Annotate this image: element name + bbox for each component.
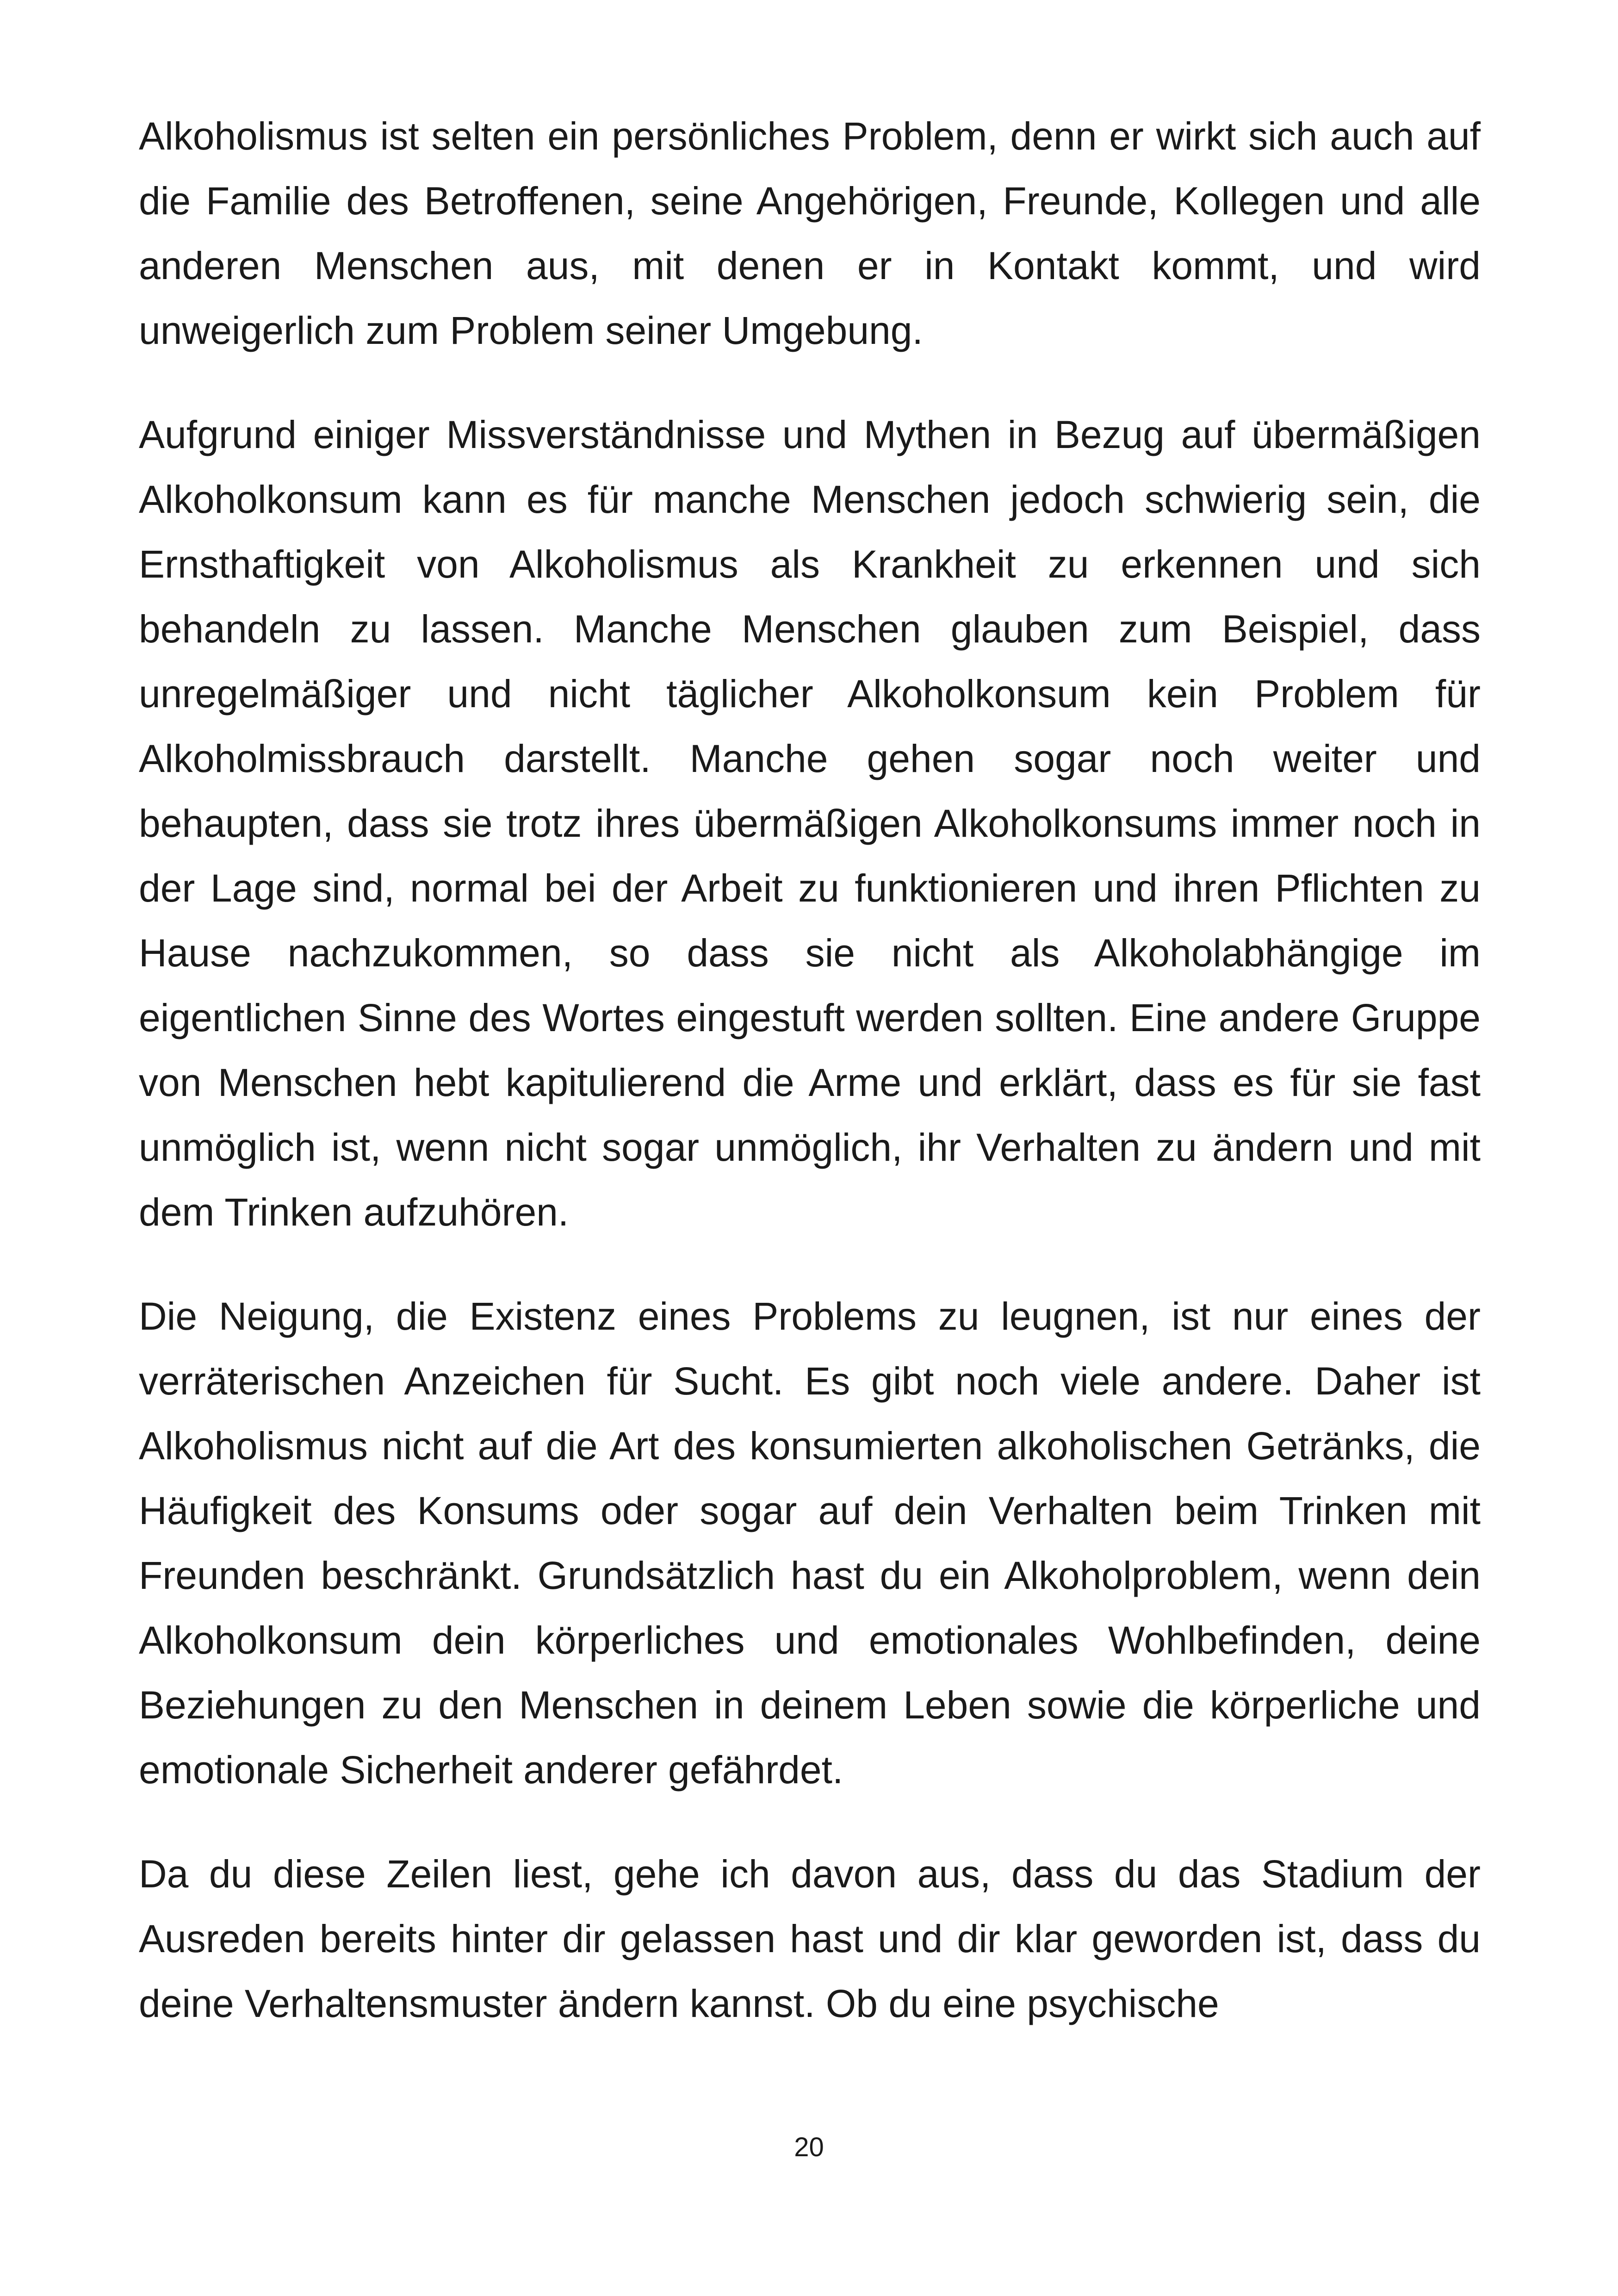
paragraph-4: Da du diese Zeilen liest, gehe ich davon aus, dass du das Stadium der Ausreden bereits hinter dir gelassen hast und dir klar geworden ist, dass du deine Verhaltensmuster ändern kannst. Ob du eine psychische — [139, 1852, 1481, 2025]
paragraph-1: Alkoholismus ist selten ein persönliches Problem, denn er wirkt sich auch auf die Familie des Betroffenen, seine Angehörigen, Freunde, Kollegen und alle anderen Menschen aus, mit denen er in Kontakt kommt, und wird unweigerlich zum Problem seiner Umgebung. — [139, 114, 1481, 352]
page-body — [139, 104, 1481, 2075]
paragraph-3: Die Neigung, die Existenz eines Problems zu leugnen, ist nur eines der verräterischen Anzeichen für Sucht. Es gibt noch viele andere. Daher ist Alkoholismus nicht auf die Art des konsumierten alkoholischen Getränks, die Häufigkeit des Konsums oder sogar auf dein Verhalten beim Trinken mit Freunden beschränkt. Grundsätzlich hast du ein Alkoholproblem, wenn dein Alkoholkonsum dein körperliches und emotionales Wohlbefinden, deine Beziehungen zu den Menschen in deinem Leben sowie die körperliche und emotionale Sicherheit anderer gefährdet. — [139, 1294, 1481, 1792]
paragraph-2: Aufgrund einiger Missverständnisse und Mythen in Bezug auf übermäßigen Alkoholkonsum kann es für manche Menschen jedoch schwierig sein, die Ernsthaftigkeit von Alkoholismus als Krankheit zu erkennen und sich behandeln zu lassen. Manche Menschen glauben zum Beispiel, dass unregelmäßiger und nicht täglicher Alkoholkonsum kein Problem für Alkoholmissbrauch darstellt. Manche gehen sogar noch weiter und behaupten, dass sie trotz ihres übermäßigen Alkoholkonsums immer noch in der Lage sind, normal bei der Arbeit zu funktionieren und ihren Pflichten zu Hause nachzukommen, so dass sie nicht als Alkoholabhängige im eigentlichen Sinne des Wortes eingestuft werden sollten. Eine andere Gruppe von Menschen hebt kapitulierend die Arme und erklärt, dass es für sie fast unmöglich ist, wenn nicht sogar unmöglich, ihr Verhalten zu ändern und mit dem Trinken aufzuhören. — [139, 413, 1481, 1234]
page-number: 20 — [794, 2132, 824, 2162]
